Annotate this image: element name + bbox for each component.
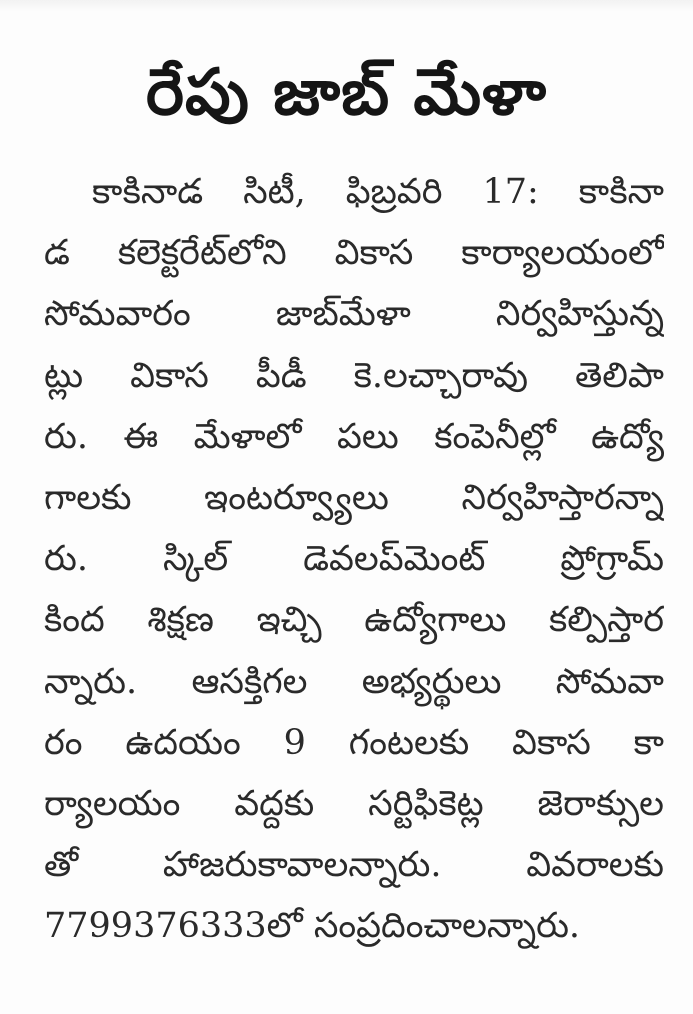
article-line: కింద శిక్షణ ఇచ్చి ఉద్యోగాలు కల్పిస్తార bbox=[44, 600, 664, 641]
article-line: తో హాజరుకావాలన్నారు. వివరాలకు bbox=[44, 845, 664, 886]
top-edge bbox=[0, 0, 693, 12]
article-line: ర్యాలయం వద్దకు సర్టిఫికెట్ల జెరాక్సుల bbox=[44, 783, 664, 824]
article-line: గాలకు ఇంటర్వ్యూలు నిర్వహిస్తారన్నా bbox=[44, 477, 664, 518]
article-line: డ కలెక్టరేట్‌లోని వికాస కార్యాలయంలో bbox=[44, 233, 664, 274]
article-line: ట్లు వికాస పీడీ కె.లచ్చారావు తెలిపా bbox=[44, 355, 664, 396]
article-line: 7799376333లో సంప్రదించాలన్నారు. bbox=[44, 906, 581, 947]
article-line: కాకినాడ సిటీ, ఫిబ్రవరి 17: కాకినా bbox=[92, 172, 664, 212]
article-line: రం ఉదయం 9 గంటలకు వికాస కా bbox=[44, 722, 664, 763]
article-body bbox=[44, 162, 664, 957]
article-line: రు. స్కిల్ డెవలప్‌మెంట్ ప్రోగ్రామ్ bbox=[44, 539, 664, 580]
article-line: రు. ఈ మేళాలో పలు కంపెనీల్లో ఉద్యో bbox=[44, 416, 664, 457]
article-line: సోమవారం జాబ్‌మేళా నిర్వహిస్తున్న bbox=[44, 294, 664, 335]
article-headline: రేపు జాబ్ మేళా bbox=[146, 56, 547, 130]
article-line: న్నారు. ఆసక్తిగల అభ్యర్థులు సోమవా bbox=[44, 661, 664, 702]
